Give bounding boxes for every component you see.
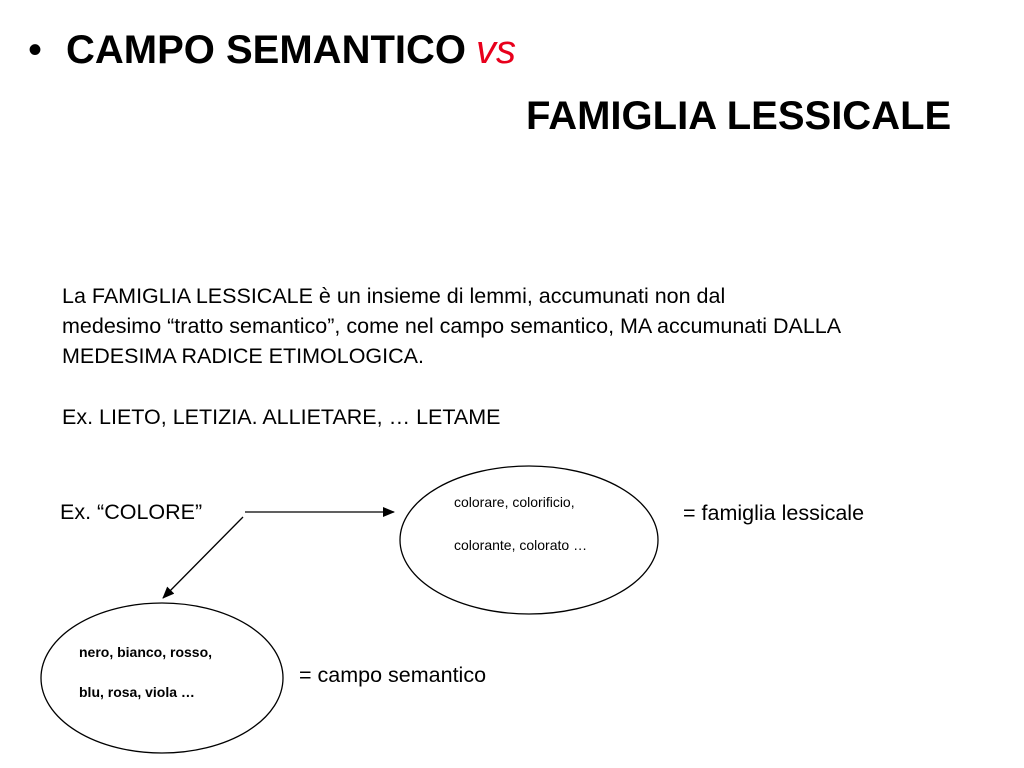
famiglia-label: = famiglia lessicale — [683, 501, 865, 525]
bullet-icon: • — [28, 28, 43, 72]
arrow-to-campo — [163, 517, 243, 598]
campo-words: nero, bianco, rosso, — [79, 644, 213, 660]
title-vs: vs — [476, 28, 516, 72]
definition-line: MEDESIMA RADICE ETIMOLOGICA. — [62, 344, 424, 368]
campo-ellipse — [41, 603, 283, 753]
definition-line: La FAMIGLIA LESSICALE è un insieme di lemmi, accumunati non dal — [62, 284, 726, 308]
title-main: CAMPO SEMANTICO — [66, 28, 466, 72]
campo-label: = campo semantico — [299, 663, 487, 687]
slide-subtitle: FAMIGLIA LESSICALE — [526, 94, 952, 138]
famiglia-words: colorare, colorificio, — [454, 494, 575, 510]
famiglia-words: colorante, colorato … — [454, 537, 588, 553]
definition-line: medesimo “tratto semantico”, come nel campo semantico, MA accumunati DALLA — [62, 314, 842, 338]
campo-words: blu, rosa, viola … — [79, 684, 195, 700]
example-lieto: Ex. LIETO, LETIZIA. ALLIETARE, … LETAME — [62, 405, 501, 429]
example-colore-label: Ex. “COLORE” — [60, 500, 203, 524]
